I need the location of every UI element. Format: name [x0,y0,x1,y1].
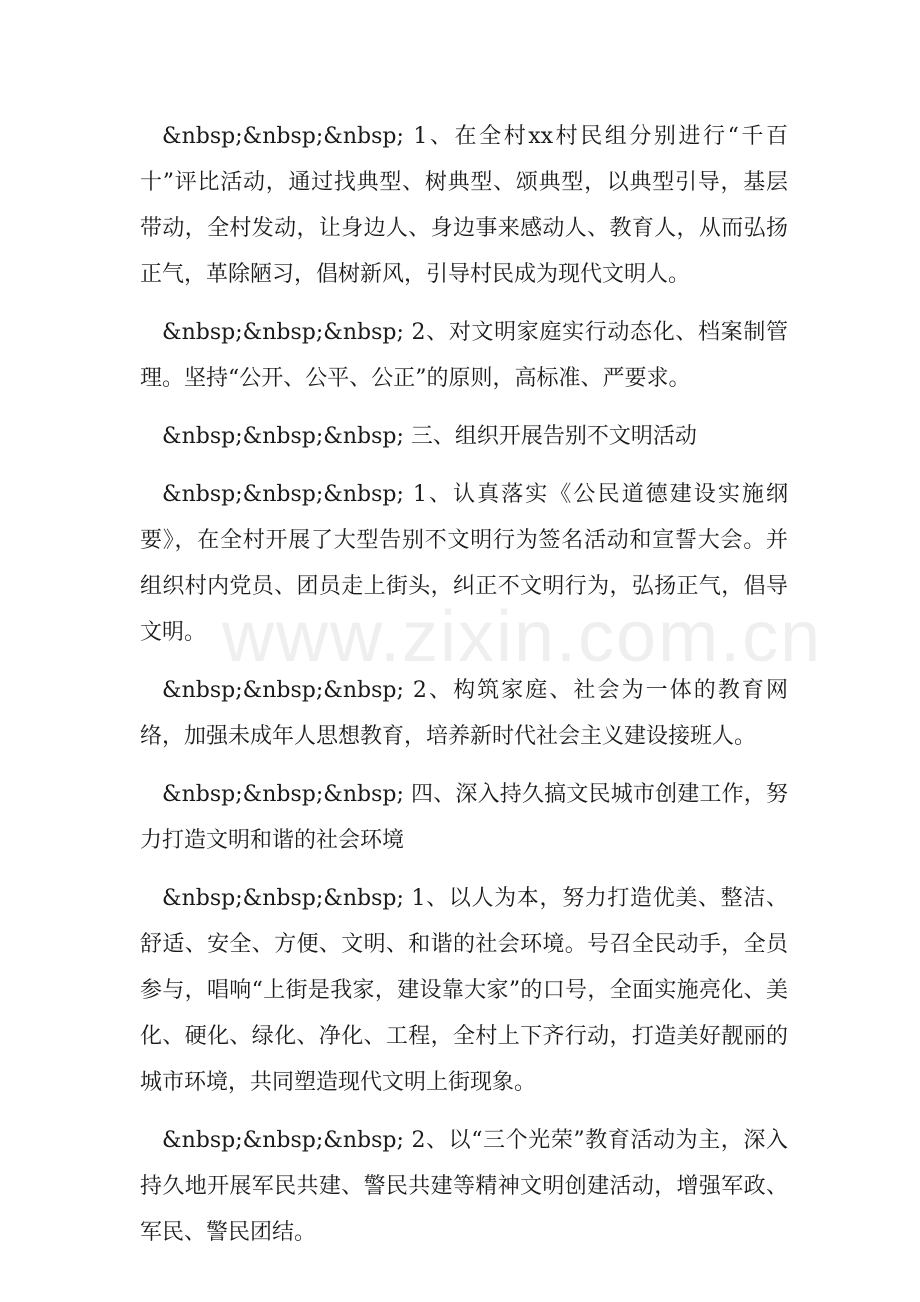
paragraph-6: &nbsp;&nbsp;&nbsp; 2、以“三个光荣”教育活动为主，深入持久地开展军民共建、警民共建等精神文明创建活动，增强军政、军民、警民团结。 [140,1128,788,1245]
document-body [140,114,788,1268]
paragraph-1: &nbsp;&nbsp;&nbsp; 1、在全村xx村民组分别进行“千百十”评比活动，通过找典型、树典型、颂典型，以典型引导，基层带动，全村发动，让身边人、身边事来感动人、教育人，从而弘扬正气，革除陋习，倡树新风，引导村民成为现代文明人。 [140,124,788,287]
paragraph-2: &nbsp;&nbsp;&nbsp; 2、对文明家庭实行动态化、档案制管理。坚持“公开、公平、公正”的原则，高标准、严要求。 [140,320,788,391]
paragraph-4: &nbsp;&nbsp;&nbsp; 2、构筑家庭、社会为一体的教育网络，加强未成年人思想教育，培养新时代社会主义建设接班人。 [140,678,788,749]
paragraph-5: &nbsp;&nbsp;&nbsp; 1、以人为本，努力打造优美、整洁、舒适、安全、方便、文明、和谐的社会环境。号召全民动手，全员参与，唱响“上街是我家，建设靠大家”的口号，全面实施亮化、美化、硬化、绿化、净化、工程，全村上下齐行动，打造美好靓丽的城市环境，共同塑造现代文明上街现象。 [140,886,788,1095]
paragraph-3: &nbsp;&nbsp;&nbsp; 1、认真落实《公民道德建设实施纲要》，在全村开展了大型告别不文明行为签名活动和宣誓大会。并组织村内党员、团员走上街头，纠正不文明行为，弘扬正气，倡导文明。 [140,482,788,645]
section-heading-3: &nbsp;&nbsp;&nbsp; 三、组织开展告别不文明活动 [162,424,697,449]
watermark: www.zixin.com.cn [222,597,823,677]
section-heading-4: &nbsp;&nbsp;&nbsp; 四、深入持久搞文民城市创建工作，努力打造文明和谐的社会环境 [140,782,788,853]
